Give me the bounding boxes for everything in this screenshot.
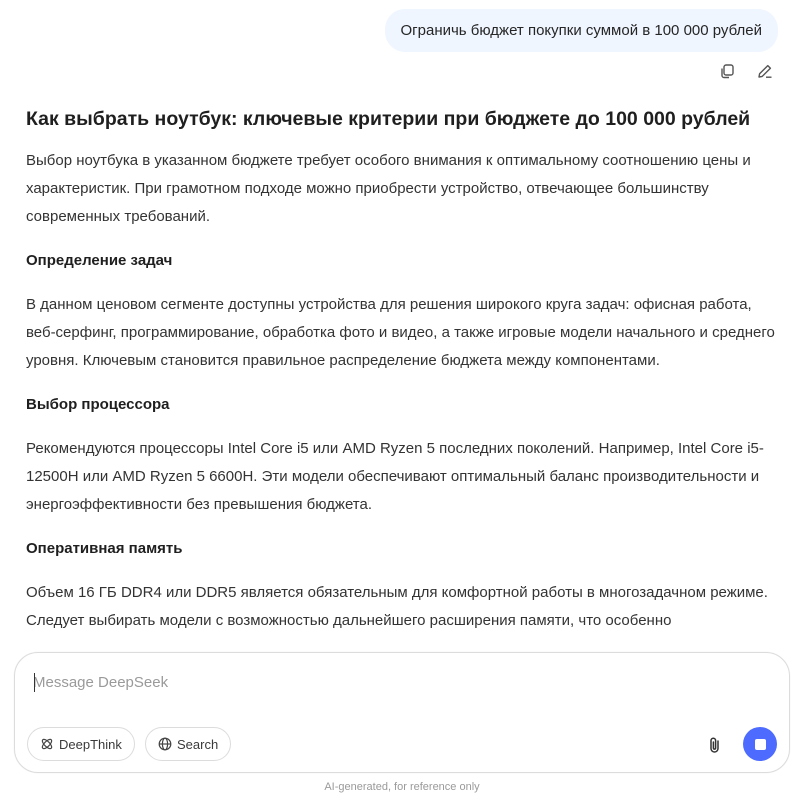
message-actions [718, 62, 774, 80]
stop-icon [755, 739, 766, 750]
ai-disclaimer: AI-generated, for reference only [324, 781, 480, 793]
section-heading-ram: Оперативная память [26, 540, 183, 557]
edit-icon[interactable] [756, 62, 774, 80]
answer-title: Как выбрать ноутбук: ключевые критерии при бюджете до 100 000 рублей [26, 108, 751, 130]
stop-generation-button[interactable] [743, 727, 777, 761]
globe-icon [158, 737, 172, 751]
search-label: Search [177, 736, 219, 752]
message-composer [14, 652, 790, 773]
copy-icon[interactable] [718, 62, 736, 80]
section-text-cpu: Рекомендуются процессоры Intel Core i5 или AMD Ryzen 5 последних поколений. Например, Intel Core i5-12500H или AMD Ryzen 5 6600H. Эти модели обеспечивают оптимальный баланс производительности и энергоэффективности без превышения бюджета. [26, 440, 764, 513]
user-message-text: Ограничь бюджет покупки суммой в 100 000 рублей [400, 22, 762, 39]
assistant-answer [26, 104, 778, 651]
section-text-ram: Объем 16 ГБ DDR4 или DDR5 является обязательным для комфортной работы в многозадачном режиме. Следует выбирать модели с возможностью дальнейшего расширения памяти, что особенно [26, 584, 768, 629]
section-text-tasks: В данном ценовом сегменте доступны устройства для решения широкого круга задач: офисная работа, веб-серфинг, программирование, обработка фото и видео, а также игровые модели начального и среднего уровня. Ключевым становится правильное распределение бюджета между компонентами. [26, 296, 775, 369]
user-message-bubble [385, 9, 779, 52]
section-heading-cpu: Выбор процессора [26, 396, 170, 413]
section-heading-tasks: Определение задач [26, 252, 173, 269]
search-button[interactable] [145, 727, 231, 761]
text-caret [34, 673, 35, 692]
deepthink-button[interactable] [27, 727, 135, 761]
deepthink-icon [40, 737, 54, 751]
paperclip-icon[interactable] [705, 735, 725, 755]
deepthink-label: DeepThink [59, 736, 122, 752]
answer-intro: Выбор ноутбука в указанном бюджете требует особого внимания к оптимальному соотношению цены и характеристик. При грамотном подходе можно приобрести устройство, отвечающее большинству современных требований. [26, 152, 751, 225]
message-input[interactable] [33, 671, 733, 693]
